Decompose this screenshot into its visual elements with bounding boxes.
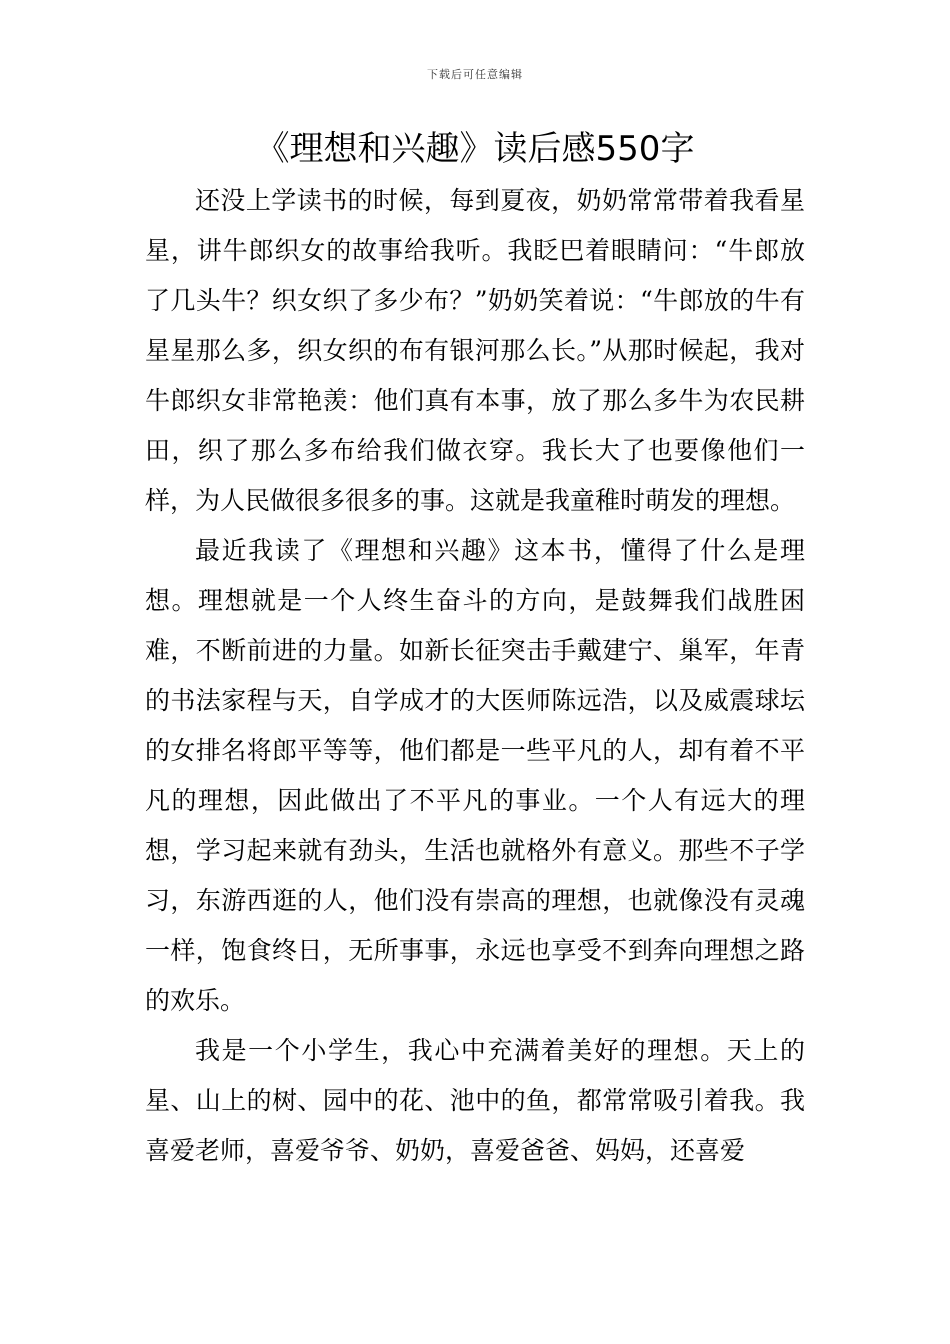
document-title: 《理想和兴趣》读后感550字 <box>255 129 695 169</box>
paragraph: 我是一个小学生，我心中充满着美好的理想。天上的星、山上的树、园中的花、池中的鱼，都常常吸引着我。我喜爱老师，喜爱爷爷、奶奶，喜爱爸爸、妈妈，还喜爱 <box>145 1036 805 1165</box>
paragraph: 最近我读了《理想和兴趣》这本书，懂得了什么是理想。理想就是一个人终生奋斗的方向，是鼓舞我们战胜困难，不断前进的力量。如新长征突击手戴建宁、巢军，年青的书法家程与天，自学成才的大医师陈远浩，以及威震球坛的女排名将郎平等等，他们都是一些平凡的人，却有着不平凡的理想，因此做出了不平凡的事业。一个人有远大的理想，学习起来就有劲头，生活也就格外有意义。那些不子学习，东游西逛的人，他们没有崇高的理想，也就像没有灵魂一样，饱食终日，无所事事，永远也享受不到奔向理想之路的欢乐。 <box>145 536 805 1015</box>
header-note: 下载后可任意编辑 <box>427 68 523 81</box>
document-body <box>145 176 805 1176</box>
paragraph: 还没上学读书的时候，每到夏夜，奶奶常常带着我看星星，讲牛郎织女的故事给我听。我眨巴着眼睛问：“牛郎放了几头牛？织女织了多少布？”奶奶笑着说：“牛郎放的牛有星星那么多，织女织的布有银河那么长。”从那时候起，我对牛郎织女非常艳羡：他们真有本事，放了那么多牛为农民耕田，织了那么多布给我们做衣穿。我长大了也要像他们一样，为人民做很多很多的事。这就是我童稚时萌发的理想。 <box>145 186 805 515</box>
